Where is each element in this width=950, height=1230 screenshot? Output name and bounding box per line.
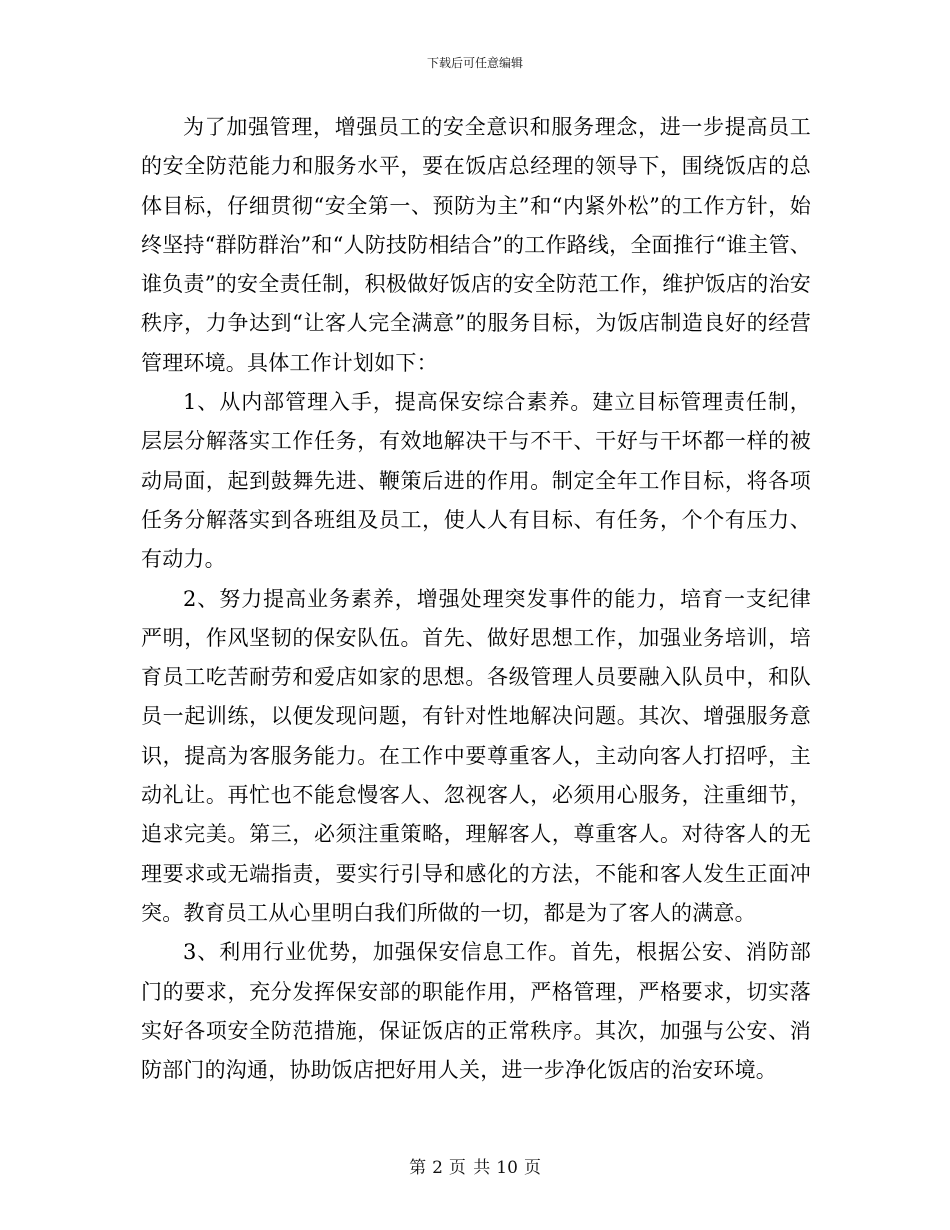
paragraph-item-3: 3、利用行业优势，加强保安信息工作。首先，根据公安、消防部门的要求，充分发挥保安部的职能作用，严格管理，严格要求，切实落实好各项安全防范措施，保证饭店的正常秩序。其次，加强与公安、消防部门的沟通，协助饭店把好用人关，进一步净化饭店的治安环境。 xyxy=(141,940,811,1083)
footer-mid: 页 共 xyxy=(448,1158,491,1178)
paragraph-item-1: 1、从内部管理入手，提高保安综合素养。建立目标管理责任制，层层分解落实工作任务，有效地解决干与不干、干好与干坏都一样的被动局面，起到鼓舞先进、鞭策后进的作用。制定全年工作目标，将各项任务分解落实到各班组及员工，使人人有目标、有任务，个个有压力、有动力。 xyxy=(141,390,811,572)
header-note: 下载后可任意编辑 xyxy=(426,56,523,70)
paragraph-intro: 为了加强管理，增强员工的安全意识和服务理念，进一步提高员工的安全防范能力和服务水平，要在饭店总经理的领导下，围绕饭店的总体目标，仔细贯彻“安全第一、预防为主”和“内紧外松”的工作方针，始终坚持“群防群治”和“人防技防相结合”的工作路线，全面推行“谁主管、谁负责”的安全责任制，积极做好饭店的安全防范工作，维护饭店的治安秩序，力争达到“让客人完全满意”的服务目标，为饭店制造良好的经营管理环境。具体工作计划如下： xyxy=(141,115,811,375)
footer-prefix: 第 xyxy=(409,1158,427,1178)
footer-suffix: 页 xyxy=(523,1158,541,1178)
document-body xyxy=(141,108,811,1090)
footer-total-pages: 10 xyxy=(496,1158,518,1178)
footer-current-page: 2 xyxy=(432,1158,443,1178)
paragraph-item-2: 2、努力提高业务素养，增强处理突发事件的能力，培育一支纪律严明，作风坚韧的保安队伍。首先、做好思想工作，加强业务培训，培育员工吃苦耐劳和爱店如家的思想。各级管理人员要融入队员中，和队员一起训练，以便发现问题，有针对性地解决问题。其次、增强服务意识，提高为客服务能力。在工作中要尊重客人，主动向客人打招呼，主动礼让。再忙也不能怠慢客人、忽视客人，必须用心服务，注重细节，追求完美。第三，必须注重策略，理解客人，尊重客人。对待客人的无理要求或无端指责，要实行引导和感化的方法，不能和客人发生正面冲突。教育员工从心里明白我们所做的一切，都是为了客人的满意。 xyxy=(141,586,811,925)
page-footer xyxy=(0,1153,950,1178)
